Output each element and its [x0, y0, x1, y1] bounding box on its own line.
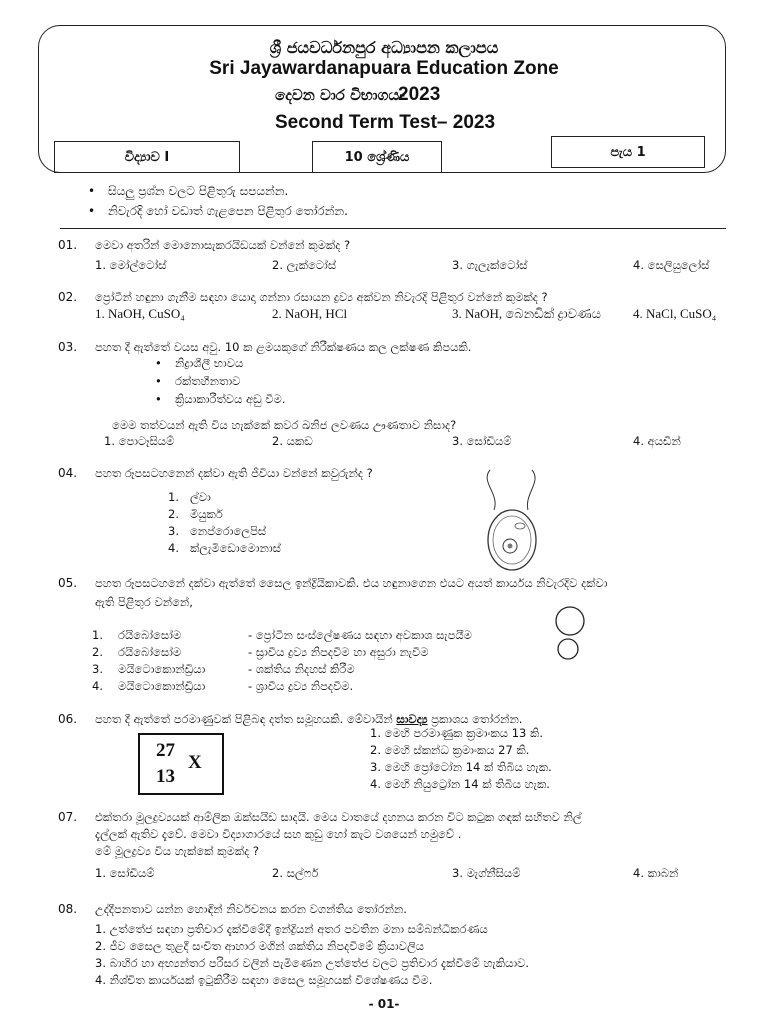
- option: 1. උත්තේජ සඳහා ප්‍රතිචාර දැක්වීමේදී ඉන්ද්‍රියන් අතර පවතින මනා සම්බන්ධීකරණය: [95, 922, 488, 936]
- observation-item: • ක්‍රියාකාරීත්වය අඩු වීම.: [175, 392, 285, 407]
- answer-row-function: - ශක්තිය නිදහස් කිරීම: [248, 662, 355, 676]
- option: 2. මෙහි ස්කන්ධ ක්‍රමාංකය 27 කි.: [370, 743, 530, 757]
- question-text-cont: දැල්ලක් ඇතිව දැවේ. මෙවා විද්‍යාගාරයේ සහ කුඩු හෝ කැට වශයෙන් හමුවේ .: [95, 827, 462, 841]
- organelle-diagram: [550, 605, 590, 661]
- element-symbol: X: [188, 752, 202, 773]
- question-number: 07.: [58, 810, 78, 824]
- instruction-2: • නිවැරදි හෝ වඩාත් ගැළපෙන පිළිතුර තෝරන්න.: [108, 204, 348, 219]
- answer-row-organelle: මයිටොකොන්ඩ්‍රියා: [118, 679, 206, 693]
- question-number: 02.: [58, 290, 78, 304]
- answer-row-organelle: රයිබෝසෝම: [118, 645, 182, 659]
- question-text: ප්‍රෝටීන් හඳුනා ගැනීම සඳහා යොදා ගන්නා රසායන ද්‍රව්‍ය අක්වන නිවැරදි පිළිතුර වන්නේ කුමක්ද ?: [95, 290, 548, 304]
- option: 2. මියුකර්: [168, 507, 223, 521]
- organism-diagram: [470, 466, 556, 574]
- option: 4. නිශ්චිත කාර්යයක් ඉටුකිරීම සඳහා සෛල සමූහයක් විශේෂණය වීම.: [95, 973, 433, 987]
- question-number: 08.: [58, 902, 78, 916]
- observation-item: • රක්තහීනතාව: [175, 374, 240, 389]
- option: 4. සෙලියුලෝස්: [633, 258, 710, 272]
- term-title-sinhala: දෙවන වාර විභාගය-: [275, 86, 406, 104]
- option: 3. නෙප්රොලෙපිස්: [168, 524, 267, 538]
- question-text: මෙවා අතරින් මොනොසැකරයිඩයක් වන්නේ කුමක්ද ?: [95, 238, 351, 252]
- option: 4. මෙහි නියුට්‍රෝන 14 ක් තිබිය හැක.: [370, 777, 550, 791]
- term-year-sinhala: 2023: [398, 84, 441, 105]
- question-number: 03.: [58, 340, 78, 354]
- atom-notation-box: [138, 733, 224, 795]
- option: 1. පොටෑසියම්: [104, 434, 175, 448]
- option: 4. අයඩීන්: [633, 434, 681, 448]
- option: 3. මැග්නීසියම්: [452, 866, 521, 880]
- question-text: එක්තරා මූලද්‍රව්‍යයක් ආම්ලික ඔක්සයිඩ සාදයි. මෙය වාතයේ දහනය කරන විට කටුක ගඳක් සහිතව නිල්: [95, 810, 582, 824]
- answer-row-number: 4.: [92, 679, 103, 693]
- option: 1. සෝඩියම්: [95, 866, 155, 880]
- question-number: 01.: [58, 238, 78, 252]
- question-text: උද්දීපනතාව යන්න හොඳින් නිර්වචනය කරන වගන්තිය තෝරන්න.: [95, 902, 407, 916]
- option: 2. ලැක්ටෝස්: [272, 258, 337, 272]
- question-text: පහත දී ඇත්තේ වයස අවු. 10 ක ළමයකුගේ නිරීක්ෂණය කල ලක්ෂණ කිපයකි.: [95, 340, 472, 354]
- question-text: පහත රූපසටහනේ දක්වා ඇත්තේ සෛල ඉන්ද්‍රියිකාවකි. එය හඳුනාගෙන එයට අයත් කාර්යය නිවැරදිව දක්වා: [95, 576, 608, 590]
- option: 2. සල්ෆර්: [272, 866, 319, 880]
- answer-row-organelle: මයිටොකොන්ඩ්‍රියා: [118, 662, 206, 676]
- instruction-1: • සියලු ප්‍රශ්න වලට පිළිතුරු සපයන්න.: [108, 184, 288, 199]
- mass-number: 27: [156, 740, 175, 761]
- question-subtext: මෙම තත්වයන් ඇති විය හැක්කේ කවර ඛනිජ ලවණය ඌණතාව නිසාද?: [112, 418, 457, 432]
- answer-row-function: - ප්‍රෝටීන සංස්ලේෂණය සඳහා අවකාශ සැපයීම: [248, 628, 472, 642]
- answer-row-function: - ස්‍රාවීය ද්‍රව්‍ය නිපදවීම හා අසුරා නැවීම: [248, 645, 429, 659]
- page-number: - 01-: [368, 997, 400, 1011]
- question-number: 05.: [58, 576, 78, 590]
- question-number: 06.: [58, 712, 78, 726]
- option: 3. මෙහි ප්‍රෝටෝන 14 ක් තිබිය හැක.: [370, 760, 552, 774]
- option: 4. ක්ලැමිඩොමොනාස්: [168, 541, 281, 555]
- zone-title-sinhala: ශ්‍රී ජයවර්ධනපුර අධ්‍යාපන කලාපය: [269, 38, 499, 57]
- answer-row-number: 3.: [92, 662, 103, 676]
- option: 3. බාහිර හා අභ්‍යන්තර පරිසර වලින් පැමිණෙන උත්තේජ වලට ප්‍රතිචාර දැක්වීමේ හැකියාව.: [95, 956, 530, 970]
- atomic-number: 13: [156, 766, 175, 787]
- zone-title-english: Sri Jayawardanapuara Education Zone: [209, 58, 559, 79]
- answer-row-number: 2.: [92, 645, 103, 659]
- option: 2. NaOH, HCl: [272, 306, 348, 321]
- question-text: පහත දී ඇත්තේ පරමාණුවක් පිළිබඳ දත්ත සමූහයකි. මේවායින් සාවද්‍ය ප්‍රකාශය තෝරන්න.: [95, 712, 523, 726]
- option: 4. NaCl, CuSO₄: [633, 306, 717, 321]
- option: 1. NaOH, CuSO₄: [95, 306, 185, 321]
- option: 3. NaOH, බෙනඩික් ද්‍රාවණය: [452, 306, 601, 321]
- term-title-english: Second Term Test– 2023: [275, 112, 496, 133]
- answer-row-function: - ශ්‍රාවීය ද්‍රව්‍ය නිපදවීම.: [248, 679, 354, 693]
- option: 1. ල්වා: [168, 490, 211, 504]
- question-number: 04.: [58, 466, 78, 480]
- time-box: පැය 1: [551, 136, 705, 168]
- option: 3. සෝඩියම්: [452, 434, 512, 448]
- subject-box: විද්‍යාව I: [54, 141, 240, 173]
- answer-row-number: 1.: [92, 628, 103, 642]
- question-text: පහත රූපසටහනෙන් දක්වා ඇති ජීවියා වන්නේ කවුරුන්ද ?: [95, 466, 373, 480]
- option: 2. ජීව සෛල තුළදී සංචිත ආහාර මගින් ශක්තිය නිපදවීමේ ක්‍රියාවලිය: [95, 939, 424, 953]
- option: 1. මෙහි පරමාණුක ක්‍රමාංකය 13 කි.: [370, 726, 543, 740]
- option: 4. කාබන්: [633, 866, 679, 880]
- answer-row-organelle: රයිබෝසෝම: [118, 628, 182, 642]
- grade-box: 10 ශ්‍රේණිය: [312, 141, 442, 173]
- option: 1. මෝල්ටෝස්: [95, 258, 167, 272]
- divider: [60, 228, 726, 229]
- observation-item: • නිද්‍රාශීලී භාවය: [175, 356, 243, 371]
- question-text-cont: ඇති පිළිතුර වන්නේ,: [95, 595, 193, 609]
- option: 2. යකඩ: [272, 434, 313, 448]
- question-text-cont: මේ මූලද්‍රව්‍ය විය හැක්කේ කුමක්ද ?: [95, 844, 259, 858]
- option: 3. ගැලැක්ටෝස්: [452, 258, 528, 272]
